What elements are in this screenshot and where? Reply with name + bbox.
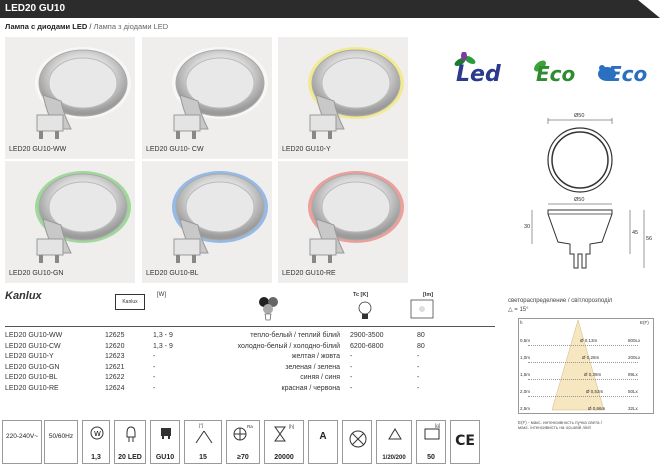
ce-mark: CE xyxy=(455,433,475,449)
cell-code: 12622 xyxy=(105,374,125,381)
dim-diameter-side: Ø50 xyxy=(574,197,585,203)
product-tile xyxy=(5,161,135,283)
light-level-line xyxy=(528,396,638,397)
product-tile xyxy=(142,161,272,283)
light-note-1: E(F) - макс. интенсивность пучка света / xyxy=(518,420,602,425)
folder-icon: Kanlux xyxy=(115,294,145,310)
socket-value: GU10 xyxy=(155,454,175,461)
tile-caption: LED20 GU10-Y xyxy=(282,146,331,153)
light-diameter: Ø 0,26m xyxy=(582,355,600,360)
cell-name: LED20 GU10-WW xyxy=(5,332,63,339)
socket-badge xyxy=(150,420,180,464)
packaging-badge xyxy=(376,420,412,464)
table-row xyxy=(5,332,495,342)
cell-temp: - xyxy=(350,363,353,371)
led-count-badge xyxy=(114,420,146,464)
axis-h: h xyxy=(520,320,523,325)
axis-e: E(F) xyxy=(640,320,649,325)
product-tile xyxy=(278,161,408,283)
hourglass-icon xyxy=(273,425,287,443)
svg-text:W: W xyxy=(94,430,101,438)
light-note xyxy=(518,420,602,430)
cell-power: - xyxy=(153,374,156,381)
cell-color: красная / червона xyxy=(281,384,340,392)
dim-height-30: 30 xyxy=(524,224,531,230)
gu10-bulb-image xyxy=(152,43,270,143)
cell-name: LED20 GU10-BL xyxy=(5,374,58,381)
cell-lm: - xyxy=(417,363,420,371)
light-lux: 800Lx xyxy=(628,338,641,343)
header-bar xyxy=(0,0,660,18)
ce-badge xyxy=(450,420,480,464)
light-height: 1,0m xyxy=(520,355,531,360)
cell-lm: 80 xyxy=(417,342,425,350)
dimension-svg xyxy=(512,112,660,292)
table-row xyxy=(5,385,495,395)
ra-value: ≥70 xyxy=(237,454,249,461)
cell-temp: - xyxy=(350,374,353,381)
table-row xyxy=(5,364,495,374)
light-lux: 89Lx xyxy=(628,372,638,377)
lifetime-badge xyxy=(264,420,304,464)
light-diameter: Ø 0,53m xyxy=(586,389,604,394)
recycle-icon xyxy=(387,427,403,443)
power-badge xyxy=(82,420,110,464)
energy-class-badge xyxy=(308,420,338,464)
cell-code: 12620 xyxy=(105,342,125,350)
light-diameter: Ø 0,39m xyxy=(584,372,602,377)
color-rendering-icon xyxy=(231,425,249,443)
tile-caption: LED20 GU10-WW xyxy=(9,146,67,153)
light-diameter: Ø 0,13m xyxy=(580,338,598,343)
light-diameter: Ø 0,66m xyxy=(588,406,606,411)
frequency-badge xyxy=(44,420,78,464)
power-value: 1,3 xyxy=(91,454,101,461)
light-lux: 200Lx xyxy=(628,355,641,360)
socket-icon xyxy=(159,426,173,440)
cell-code: 12621 xyxy=(105,363,125,371)
dim-diameter-top: Ø50 xyxy=(574,113,585,119)
packaging-value: 1/20/200 xyxy=(382,455,406,461)
light-height: 1,5m xyxy=(520,372,531,377)
eco-logo-blue: Eco xyxy=(608,62,648,86)
corner-fold xyxy=(638,0,660,18)
table-row xyxy=(5,343,495,353)
cell-temp: 2900-3500 xyxy=(350,332,384,339)
angle-unit: [°] xyxy=(199,423,204,428)
cell-name: LED20 GU10-RE xyxy=(5,384,59,392)
temp-header: Tc [K] xyxy=(353,292,369,298)
cell-color: желтая / жовта xyxy=(291,353,340,360)
cell-lm: - xyxy=(417,374,420,381)
cell-power: - xyxy=(153,384,156,392)
light-distribution xyxy=(508,298,660,458)
cell-power: 1,3 - 9 xyxy=(153,332,173,339)
light-cone xyxy=(518,318,654,414)
led-logo: Led xyxy=(456,62,501,87)
product-tile xyxy=(278,37,408,159)
cell-lm: - xyxy=(417,384,420,392)
tile-caption: LED20 GU10-GN xyxy=(9,270,64,277)
cell-color: синяя / синя xyxy=(300,374,340,381)
cell-lm: 80 xyxy=(417,332,425,339)
ra-badge xyxy=(226,420,260,464)
gu10-bulb-image xyxy=(288,167,406,267)
no-dimming-icon xyxy=(348,429,368,449)
angle-value: 15 xyxy=(199,454,207,461)
light-level-line xyxy=(528,362,638,363)
cell-temp: 6200-6800 xyxy=(350,342,384,350)
light-level-line xyxy=(528,379,638,380)
light-angle: △ = 15° xyxy=(508,307,529,313)
subtitle: Лампа с диодами LED / Лампа з діодами LED xyxy=(5,22,169,31)
gu10-bulb-image xyxy=(288,43,406,143)
table-row xyxy=(5,374,495,384)
cell-code: 12623 xyxy=(105,353,125,360)
cell-code: 12624 xyxy=(105,384,125,392)
angle-badge xyxy=(184,420,222,464)
light-lux: 50Lx xyxy=(628,389,638,394)
header-divider xyxy=(5,326,495,327)
cell-code: 12625 xyxy=(105,332,125,339)
cell-power: - xyxy=(153,353,156,360)
spec-icons xyxy=(0,420,495,464)
lifetime-value: 20000 xyxy=(274,454,294,461)
light-height: 2,0m xyxy=(520,389,531,394)
product-tile xyxy=(5,37,135,159)
beam-angle-icon xyxy=(194,429,214,445)
light-height: 2,5m xyxy=(520,406,531,411)
cell-name: LED20 GU10-CW xyxy=(5,342,61,350)
page-title: LED20 GU10 xyxy=(5,3,66,14)
power-header: [W] xyxy=(157,292,166,298)
product-tile xyxy=(142,37,272,159)
tile-caption: LED20 GU10-BL xyxy=(146,270,199,277)
spec-table xyxy=(5,290,495,415)
cell-power: - xyxy=(153,363,156,371)
dim-height-45: 45 xyxy=(632,230,639,236)
lightbulb-icon xyxy=(255,292,285,322)
eco-logos xyxy=(448,52,658,102)
light-level-line xyxy=(528,413,638,414)
voltage-badge xyxy=(2,420,42,464)
tile-caption: LED20 GU10-RE xyxy=(282,270,336,277)
light-note-2: макс. інтенсивність на осьовій лінії xyxy=(518,425,591,430)
gu10-bulb-image xyxy=(15,43,133,143)
weight-unit: [g] xyxy=(435,423,441,428)
led-count-value: 20 LED xyxy=(118,454,142,461)
subtitle-ru: Лампа с диодами LED xyxy=(5,22,88,31)
cell-name: LED20 GU10-Y xyxy=(5,353,54,360)
table-row xyxy=(5,353,495,363)
subtitle-ua: Лампа з діодами LED xyxy=(93,22,169,31)
weight-value: 50 xyxy=(427,454,435,461)
cell-lm: - xyxy=(417,353,420,360)
power-icon xyxy=(89,425,105,441)
cell-color: холодно-белый / холодно-білий xyxy=(237,342,340,350)
brand-logo: Kanlux xyxy=(5,290,42,302)
cell-power: 1,3 - 9 xyxy=(153,342,173,350)
frequency-text: 50/60Hz xyxy=(48,433,74,440)
light-height: 0,5m xyxy=(520,338,531,343)
voltage-text: 220-240V~ xyxy=(6,433,38,440)
dimension-drawing xyxy=(512,112,660,292)
weight-badge xyxy=(416,420,446,464)
gu10-bulb-image xyxy=(152,167,270,267)
box-icon xyxy=(424,427,440,441)
hours-unit: [h] xyxy=(289,424,295,429)
eco-logo: Eco xyxy=(536,62,576,86)
lm-header: [lm] xyxy=(423,292,434,298)
dim-height-56: 56 xyxy=(646,236,653,242)
cell-color: тепло-белый / теплий білий xyxy=(250,332,340,339)
light-lux: 32Lx xyxy=(628,406,638,411)
cell-color: зеленая / зелена xyxy=(285,363,340,371)
lumen-icon xyxy=(407,298,437,320)
light-level-line xyxy=(528,345,638,346)
led-icon xyxy=(125,425,137,443)
cell-name: LED20 GU10-GN xyxy=(5,363,60,371)
ra-label: Ra xyxy=(247,424,253,429)
dimmable-badge xyxy=(342,420,372,464)
tile-caption: LED20 GU10- CW xyxy=(146,146,204,153)
cell-temp: - xyxy=(350,384,353,392)
temp-bulb-icon xyxy=(357,298,373,320)
cell-temp: - xyxy=(350,353,353,360)
light-dist-title: светораспределение / світлорозподіл xyxy=(508,298,613,304)
gu10-bulb-image xyxy=(15,167,133,267)
energy-class-value: A xyxy=(319,431,327,442)
